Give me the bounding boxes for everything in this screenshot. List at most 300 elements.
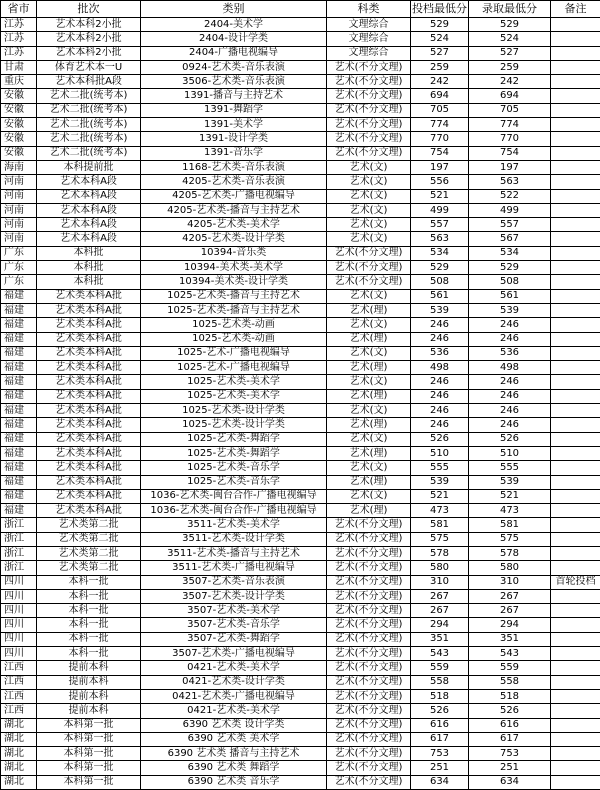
min-admission-score-cell: 694 bbox=[469, 89, 551, 103]
table-row bbox=[1, 532, 600, 546]
batch-cell: 艺术类本科A批 bbox=[37, 446, 141, 460]
table-row bbox=[1, 604, 600, 618]
batch-cell: 艺术二批(统考本) bbox=[37, 118, 141, 132]
province-cell: 河南 bbox=[1, 218, 37, 232]
min-filing-score-cell: 581 bbox=[411, 518, 469, 532]
batch-cell: 艺术类本科A批 bbox=[37, 318, 141, 332]
table-row bbox=[1, 632, 600, 646]
min-filing-score-cell: 575 bbox=[411, 532, 469, 546]
min-admission-score-cell: 259 bbox=[469, 60, 551, 74]
min-admission-score-cell: 522 bbox=[469, 189, 551, 203]
batch-cell: 艺术类本科A批 bbox=[37, 303, 141, 317]
province-cell: 安徽 bbox=[1, 146, 37, 160]
table-row bbox=[1, 89, 600, 103]
subject-cell: 艺术(文) bbox=[327, 160, 411, 174]
subject-cell: 艺术(不分文理) bbox=[327, 261, 411, 275]
batch-cell: 艺术本科A段 bbox=[37, 203, 141, 217]
province-cell: 江苏 bbox=[1, 32, 37, 46]
min-admission-score-cell: 580 bbox=[469, 561, 551, 575]
batch-cell: 艺术类第二批 bbox=[37, 561, 141, 575]
min-admission-score-cell: 558 bbox=[469, 675, 551, 689]
table-row bbox=[1, 575, 600, 589]
table-body bbox=[1, 18, 600, 790]
table-row bbox=[1, 246, 600, 260]
table-row bbox=[1, 418, 600, 432]
min-admission-score-cell: 526 bbox=[469, 432, 551, 446]
subject-cell: 艺术(理) bbox=[327, 332, 411, 346]
province-cell: 安徽 bbox=[1, 118, 37, 132]
remarks-cell bbox=[551, 318, 600, 332]
subject-cell: 艺术(不分文理) bbox=[327, 103, 411, 117]
min-admission-score-cell: 267 bbox=[469, 604, 551, 618]
table-row bbox=[1, 289, 600, 303]
province-cell: 福建 bbox=[1, 375, 37, 389]
table-row bbox=[1, 689, 600, 703]
min-admission-score-cell: 575 bbox=[469, 532, 551, 546]
min-admission-score-cell: 508 bbox=[469, 275, 551, 289]
min-admission-score-cell: 251 bbox=[469, 761, 551, 775]
category-cell: 4205-艺术类-设计学类 bbox=[141, 232, 327, 246]
remarks-cell bbox=[551, 146, 600, 160]
min-filing-score-cell: 559 bbox=[411, 661, 469, 675]
category-cell: 1025-艺术类-播音与主持艺术 bbox=[141, 289, 327, 303]
table-row bbox=[1, 775, 600, 789]
min-filing-score-cell: 580 bbox=[411, 561, 469, 575]
min-filing-score-cell: 634 bbox=[411, 775, 469, 789]
batch-cell: 本科一批 bbox=[37, 618, 141, 632]
category-cell: 1025-艺术类-播音与主持艺术 bbox=[141, 303, 327, 317]
min-filing-score-cell: 617 bbox=[411, 732, 469, 746]
min-filing-score-cell: 561 bbox=[411, 289, 469, 303]
province-cell: 福建 bbox=[1, 389, 37, 403]
category-cell: 1025-艺术类-动画 bbox=[141, 332, 327, 346]
category-cell: 1025-艺术类-舞蹈学 bbox=[141, 432, 327, 446]
min-filing-score-cell: 246 bbox=[411, 389, 469, 403]
batch-cell: 艺术类第二批 bbox=[37, 532, 141, 546]
min-admission-score-cell: 753 bbox=[469, 747, 551, 761]
table-row bbox=[1, 175, 600, 189]
batch-cell: 本科第一批 bbox=[37, 761, 141, 775]
category-cell: 2404-美术学 bbox=[141, 18, 327, 32]
remarks-cell bbox=[551, 561, 600, 575]
batch-cell: 体育艺术本一U bbox=[37, 60, 141, 74]
subject-cell: 艺术(文) bbox=[327, 461, 411, 475]
province-cell: 湖北 bbox=[1, 775, 37, 789]
subject-cell: 艺术(不分文理) bbox=[327, 761, 411, 775]
min-filing-score-cell: 705 bbox=[411, 103, 469, 117]
table-row bbox=[1, 446, 600, 460]
province-cell: 安徽 bbox=[1, 89, 37, 103]
min-filing-score-cell: 521 bbox=[411, 189, 469, 203]
province-cell: 福建 bbox=[1, 361, 37, 375]
table-row bbox=[1, 618, 600, 632]
category-cell: 3507-艺术类-设计学类 bbox=[141, 589, 327, 603]
remarks-cell bbox=[551, 761, 600, 775]
remarks-cell bbox=[551, 75, 600, 89]
subject-cell: 艺术(不分文理) bbox=[327, 561, 411, 575]
table-row bbox=[1, 461, 600, 475]
min-filing-score-cell: 556 bbox=[411, 175, 469, 189]
min-admission-score-cell: 770 bbox=[469, 132, 551, 146]
min-filing-score-cell: 473 bbox=[411, 504, 469, 518]
province-cell: 湖北 bbox=[1, 747, 37, 761]
category-cell: 1036-艺术类-闽台合作-广播电视编导 bbox=[141, 489, 327, 503]
min-filing-score-cell: 310 bbox=[411, 575, 469, 589]
min-admission-score-cell: 197 bbox=[469, 160, 551, 174]
category-cell: 3507-艺术类-广播电视编导 bbox=[141, 647, 327, 661]
category-cell: 6390 艺术类 播音与主持艺术 bbox=[141, 747, 327, 761]
min-filing-score-cell: 526 bbox=[411, 704, 469, 718]
category-cell: 6390 艺术类 美术学 bbox=[141, 732, 327, 746]
min-admission-score-cell: 246 bbox=[469, 332, 551, 346]
subject-cell: 艺术(理) bbox=[327, 418, 411, 432]
remarks-cell bbox=[551, 132, 600, 146]
min-admission-score-cell: 705 bbox=[469, 103, 551, 117]
subject-cell: 艺术(不分文理) bbox=[327, 575, 411, 589]
batch-cell: 本科第一批 bbox=[37, 775, 141, 789]
subject-cell: 艺术(不分文理) bbox=[327, 75, 411, 89]
category-cell: 4205-艺术类-播音与主持艺术 bbox=[141, 203, 327, 217]
subject-cell: 艺术(不分文理) bbox=[327, 675, 411, 689]
batch-cell: 艺术本科A段 bbox=[37, 175, 141, 189]
remarks-cell bbox=[551, 103, 600, 117]
min-admission-score-cell: 510 bbox=[469, 446, 551, 460]
min-admission-score-cell: 246 bbox=[469, 389, 551, 403]
subject-cell: 艺术(文) bbox=[327, 203, 411, 217]
min-filing-score-cell: 529 bbox=[411, 18, 469, 32]
province-cell: 福建 bbox=[1, 332, 37, 346]
min-admission-score-cell: 557 bbox=[469, 218, 551, 232]
subject-cell: 艺术(不分文理) bbox=[327, 618, 411, 632]
min-admission-score-cell: 527 bbox=[469, 46, 551, 60]
batch-cell: 艺术本科批A段 bbox=[37, 75, 141, 89]
table-row bbox=[1, 332, 600, 346]
batch-cell: 本科第一批 bbox=[37, 747, 141, 761]
min-admission-score-cell: 246 bbox=[469, 318, 551, 332]
header-category: 类别 bbox=[141, 1, 327, 18]
min-admission-score-cell: 246 bbox=[469, 375, 551, 389]
table-row bbox=[1, 361, 600, 375]
header-min-admission-score: 录取最低分 bbox=[469, 1, 551, 18]
province-cell: 浙江 bbox=[1, 546, 37, 560]
subject-cell: 艺术(不分文理) bbox=[327, 747, 411, 761]
remarks-cell bbox=[551, 189, 600, 203]
category-cell: 1025-艺术-广播电视编导 bbox=[141, 346, 327, 360]
min-admission-score-cell: 267 bbox=[469, 589, 551, 603]
min-admission-score-cell: 559 bbox=[469, 661, 551, 675]
min-filing-score-cell: 563 bbox=[411, 232, 469, 246]
batch-cell: 本科一批 bbox=[37, 604, 141, 618]
province-cell: 福建 bbox=[1, 289, 37, 303]
province-cell: 福建 bbox=[1, 346, 37, 360]
batch-cell: 艺术类本科A批 bbox=[37, 432, 141, 446]
category-cell: 3507-艺术类-美术学 bbox=[141, 604, 327, 618]
province-cell: 河南 bbox=[1, 203, 37, 217]
table-row bbox=[1, 146, 600, 160]
remarks-cell bbox=[551, 361, 600, 375]
remarks-cell bbox=[551, 446, 600, 460]
category-cell: 4205-艺术类-广播电视编导 bbox=[141, 189, 327, 203]
batch-cell: 提前本科 bbox=[37, 675, 141, 689]
batch-cell: 本科第一批 bbox=[37, 732, 141, 746]
remarks-cell bbox=[551, 418, 600, 432]
remarks-cell bbox=[551, 689, 600, 703]
batch-cell: 艺术类本科A批 bbox=[37, 375, 141, 389]
min-filing-score-cell: 498 bbox=[411, 361, 469, 375]
table-row bbox=[1, 747, 600, 761]
province-cell: 福建 bbox=[1, 418, 37, 432]
province-cell: 广东 bbox=[1, 261, 37, 275]
subject-cell: 艺术(不分文理) bbox=[327, 532, 411, 546]
table-row bbox=[1, 661, 600, 675]
category-cell: 0421-艺术类-美术学 bbox=[141, 661, 327, 675]
subject-cell: 艺术(文) bbox=[327, 346, 411, 360]
table-row bbox=[1, 404, 600, 418]
table-row bbox=[1, 475, 600, 489]
table-row bbox=[1, 761, 600, 775]
min-filing-score-cell: 267 bbox=[411, 604, 469, 618]
min-filing-score-cell: 753 bbox=[411, 747, 469, 761]
remarks-cell bbox=[551, 346, 600, 360]
subject-cell: 艺术(不分文理) bbox=[327, 732, 411, 746]
province-cell: 湖北 bbox=[1, 761, 37, 775]
table-row bbox=[1, 546, 600, 560]
batch-cell: 艺术类本科A批 bbox=[37, 475, 141, 489]
remarks-cell bbox=[551, 404, 600, 418]
category-cell: 2404-设计学类 bbox=[141, 32, 327, 46]
table-row bbox=[1, 647, 600, 661]
min-admission-score-cell: 534 bbox=[469, 246, 551, 260]
category-cell: 3511-艺术类-设计学类 bbox=[141, 532, 327, 546]
batch-cell: 艺术类本科A批 bbox=[37, 389, 141, 403]
subject-cell: 文理综合 bbox=[327, 32, 411, 46]
remarks-cell bbox=[551, 432, 600, 446]
min-admission-score-cell: 498 bbox=[469, 361, 551, 375]
min-filing-score-cell: 518 bbox=[411, 689, 469, 703]
min-admission-score-cell: 561 bbox=[469, 289, 551, 303]
province-cell: 浙江 bbox=[1, 518, 37, 532]
remarks-cell bbox=[551, 718, 600, 732]
batch-cell: 本科第一批 bbox=[37, 718, 141, 732]
min-admission-score-cell: 310 bbox=[469, 575, 551, 589]
subject-cell: 艺术(文) bbox=[327, 218, 411, 232]
subject-cell: 艺术(不分文理) bbox=[327, 775, 411, 789]
table-row bbox=[1, 732, 600, 746]
subject-cell: 艺术(不分文理) bbox=[327, 689, 411, 703]
min-filing-score-cell: 534 bbox=[411, 246, 469, 260]
province-cell: 安徽 bbox=[1, 132, 37, 146]
subject-cell: 艺术(不分文理) bbox=[327, 718, 411, 732]
table-row bbox=[1, 504, 600, 518]
table-row bbox=[1, 589, 600, 603]
table-row bbox=[1, 75, 600, 89]
subject-cell: 艺术(文) bbox=[327, 289, 411, 303]
remarks-cell bbox=[551, 32, 600, 46]
subject-cell: 艺术(不分文理) bbox=[327, 132, 411, 146]
remarks-cell bbox=[551, 675, 600, 689]
min-admission-score-cell: 499 bbox=[469, 203, 551, 217]
batch-cell: 艺术类本科A批 bbox=[37, 404, 141, 418]
province-cell: 四川 bbox=[1, 575, 37, 589]
min-filing-score-cell: 521 bbox=[411, 489, 469, 503]
min-admission-score-cell: 543 bbox=[469, 647, 551, 661]
subject-cell: 艺术(不分文理) bbox=[327, 275, 411, 289]
min-filing-score-cell: 246 bbox=[411, 375, 469, 389]
remarks-cell bbox=[551, 303, 600, 317]
subject-cell: 艺术(不分文理) bbox=[327, 60, 411, 74]
min-admission-score-cell: 242 bbox=[469, 75, 551, 89]
province-cell: 湖北 bbox=[1, 718, 37, 732]
min-admission-score-cell: 529 bbox=[469, 261, 551, 275]
min-filing-score-cell: 774 bbox=[411, 118, 469, 132]
min-admission-score-cell: 536 bbox=[469, 346, 551, 360]
header-subject: 科类 bbox=[327, 1, 411, 18]
province-cell: 福建 bbox=[1, 318, 37, 332]
subject-cell: 艺术(文) bbox=[327, 432, 411, 446]
category-cell: 3511-艺术类-美术学 bbox=[141, 518, 327, 532]
min-filing-score-cell: 536 bbox=[411, 346, 469, 360]
min-admission-score-cell: 351 bbox=[469, 632, 551, 646]
category-cell: 1036-艺术类-闽台合作-广播电视编导 bbox=[141, 504, 327, 518]
min-admission-score-cell: 617 bbox=[469, 732, 551, 746]
batch-cell: 艺术类本科A批 bbox=[37, 504, 141, 518]
batch-cell: 艺术本科A段 bbox=[37, 232, 141, 246]
category-cell: 6390 艺术类 音乐学 bbox=[141, 775, 327, 789]
category-cell: 1168-艺术类-音乐表演 bbox=[141, 160, 327, 174]
remarks-cell bbox=[551, 46, 600, 60]
batch-cell: 本科批 bbox=[37, 261, 141, 275]
min-filing-score-cell: 246 bbox=[411, 318, 469, 332]
batch-cell: 艺术类第二批 bbox=[37, 546, 141, 560]
min-filing-score-cell: 539 bbox=[411, 475, 469, 489]
province-cell: 福建 bbox=[1, 404, 37, 418]
subject-cell: 艺术(文) bbox=[327, 404, 411, 418]
province-cell: 福建 bbox=[1, 303, 37, 317]
remarks-cell bbox=[551, 289, 600, 303]
min-admission-score-cell: 563 bbox=[469, 175, 551, 189]
subject-cell: 艺术(文) bbox=[327, 375, 411, 389]
batch-cell: 艺术二批(统考本) bbox=[37, 146, 141, 160]
batch-cell: 本科一批 bbox=[37, 575, 141, 589]
min-admission-score-cell: 518 bbox=[469, 689, 551, 703]
min-admission-score-cell: 526 bbox=[469, 704, 551, 718]
province-cell: 江西 bbox=[1, 661, 37, 675]
batch-cell: 本科一批 bbox=[37, 647, 141, 661]
category-cell: 1025-艺术类-音乐学 bbox=[141, 461, 327, 475]
province-cell: 江苏 bbox=[1, 46, 37, 60]
table-row bbox=[1, 18, 600, 32]
category-cell: 1391-设计学类 bbox=[141, 132, 327, 146]
batch-cell: 艺术类本科A批 bbox=[37, 332, 141, 346]
province-cell: 河南 bbox=[1, 175, 37, 189]
category-cell: 6390 艺术类 舞蹈学 bbox=[141, 761, 327, 775]
remarks-cell bbox=[551, 489, 600, 503]
province-cell: 四川 bbox=[1, 618, 37, 632]
remarks-cell bbox=[551, 618, 600, 632]
province-cell: 福建 bbox=[1, 475, 37, 489]
province-cell: 河南 bbox=[1, 232, 37, 246]
remarks-cell bbox=[551, 332, 600, 346]
min-admission-score-cell: 555 bbox=[469, 461, 551, 475]
table-row bbox=[1, 189, 600, 203]
remarks-cell bbox=[551, 632, 600, 646]
table-row bbox=[1, 275, 600, 289]
min-admission-score-cell: 616 bbox=[469, 718, 551, 732]
subject-cell: 艺术(不分文理) bbox=[327, 589, 411, 603]
province-cell: 安徽 bbox=[1, 103, 37, 117]
subject-cell: 艺术(不分文理) bbox=[327, 704, 411, 718]
category-cell: 2404-广播电视编导 bbox=[141, 46, 327, 60]
min-filing-score-cell: 539 bbox=[411, 303, 469, 317]
remarks-cell bbox=[551, 375, 600, 389]
batch-cell: 本科批 bbox=[37, 246, 141, 260]
province-cell: 四川 bbox=[1, 632, 37, 646]
province-cell: 河南 bbox=[1, 189, 37, 203]
remarks-cell bbox=[551, 661, 600, 675]
batch-cell: 提前本科 bbox=[37, 689, 141, 703]
min-filing-score-cell: 510 bbox=[411, 446, 469, 460]
category-cell: 1391-播音与主持艺术 bbox=[141, 89, 327, 103]
table-row bbox=[1, 46, 600, 60]
subject-cell: 艺术(不分文理) bbox=[327, 604, 411, 618]
remarks-cell bbox=[551, 160, 600, 174]
min-admission-score-cell: 246 bbox=[469, 418, 551, 432]
category-cell: 1391-音乐学 bbox=[141, 146, 327, 160]
batch-cell: 艺术类本科A批 bbox=[37, 461, 141, 475]
category-cell: 0421-艺术类-广播电视编导 bbox=[141, 689, 327, 703]
subject-cell: 艺术(不分文理) bbox=[327, 647, 411, 661]
min-filing-score-cell: 246 bbox=[411, 418, 469, 432]
province-cell: 重庆 bbox=[1, 75, 37, 89]
table-row bbox=[1, 261, 600, 275]
table-row bbox=[1, 561, 600, 575]
category-cell: 1025-艺术类-设计学类 bbox=[141, 404, 327, 418]
min-admission-score-cell: 539 bbox=[469, 303, 551, 317]
batch-cell: 本科一批 bbox=[37, 632, 141, 646]
batch-cell: 艺术本科A段 bbox=[37, 189, 141, 203]
min-admission-score-cell: 529 bbox=[469, 18, 551, 32]
min-filing-score-cell: 527 bbox=[411, 46, 469, 60]
table-row bbox=[1, 675, 600, 689]
subject-cell: 文理综合 bbox=[327, 18, 411, 32]
province-cell: 江西 bbox=[1, 675, 37, 689]
batch-cell: 艺术本科2小批 bbox=[37, 18, 141, 32]
batch-cell: 艺术类本科A批 bbox=[37, 489, 141, 503]
min-filing-score-cell: 526 bbox=[411, 432, 469, 446]
subject-cell: 艺术(理) bbox=[327, 504, 411, 518]
remarks-cell bbox=[551, 747, 600, 761]
category-cell: 10394-音乐类 bbox=[141, 246, 327, 260]
min-filing-score-cell: 543 bbox=[411, 647, 469, 661]
province-cell: 湖北 bbox=[1, 732, 37, 746]
table-row bbox=[1, 346, 600, 360]
category-cell: 10394-美术类-美术学 bbox=[141, 261, 327, 275]
subject-cell: 艺术(理) bbox=[327, 361, 411, 375]
subject-cell: 艺术(文) bbox=[327, 189, 411, 203]
subject-cell: 艺术(不分文理) bbox=[327, 546, 411, 560]
batch-cell: 提前本科 bbox=[37, 704, 141, 718]
subject-cell: 艺术(不分文理) bbox=[327, 661, 411, 675]
batch-cell: 艺术本科2小批 bbox=[37, 46, 141, 60]
table-row bbox=[1, 60, 600, 74]
min-admission-score-cell: 524 bbox=[469, 32, 551, 46]
category-cell: 1025-艺术类-美术学 bbox=[141, 375, 327, 389]
min-filing-score-cell: 558 bbox=[411, 675, 469, 689]
category-cell: 0421-艺术类-美术学 bbox=[141, 704, 327, 718]
batch-cell: 艺术二批(统考本) bbox=[37, 132, 141, 146]
batch-cell: 本科一批 bbox=[37, 589, 141, 603]
remarks-cell bbox=[551, 732, 600, 746]
